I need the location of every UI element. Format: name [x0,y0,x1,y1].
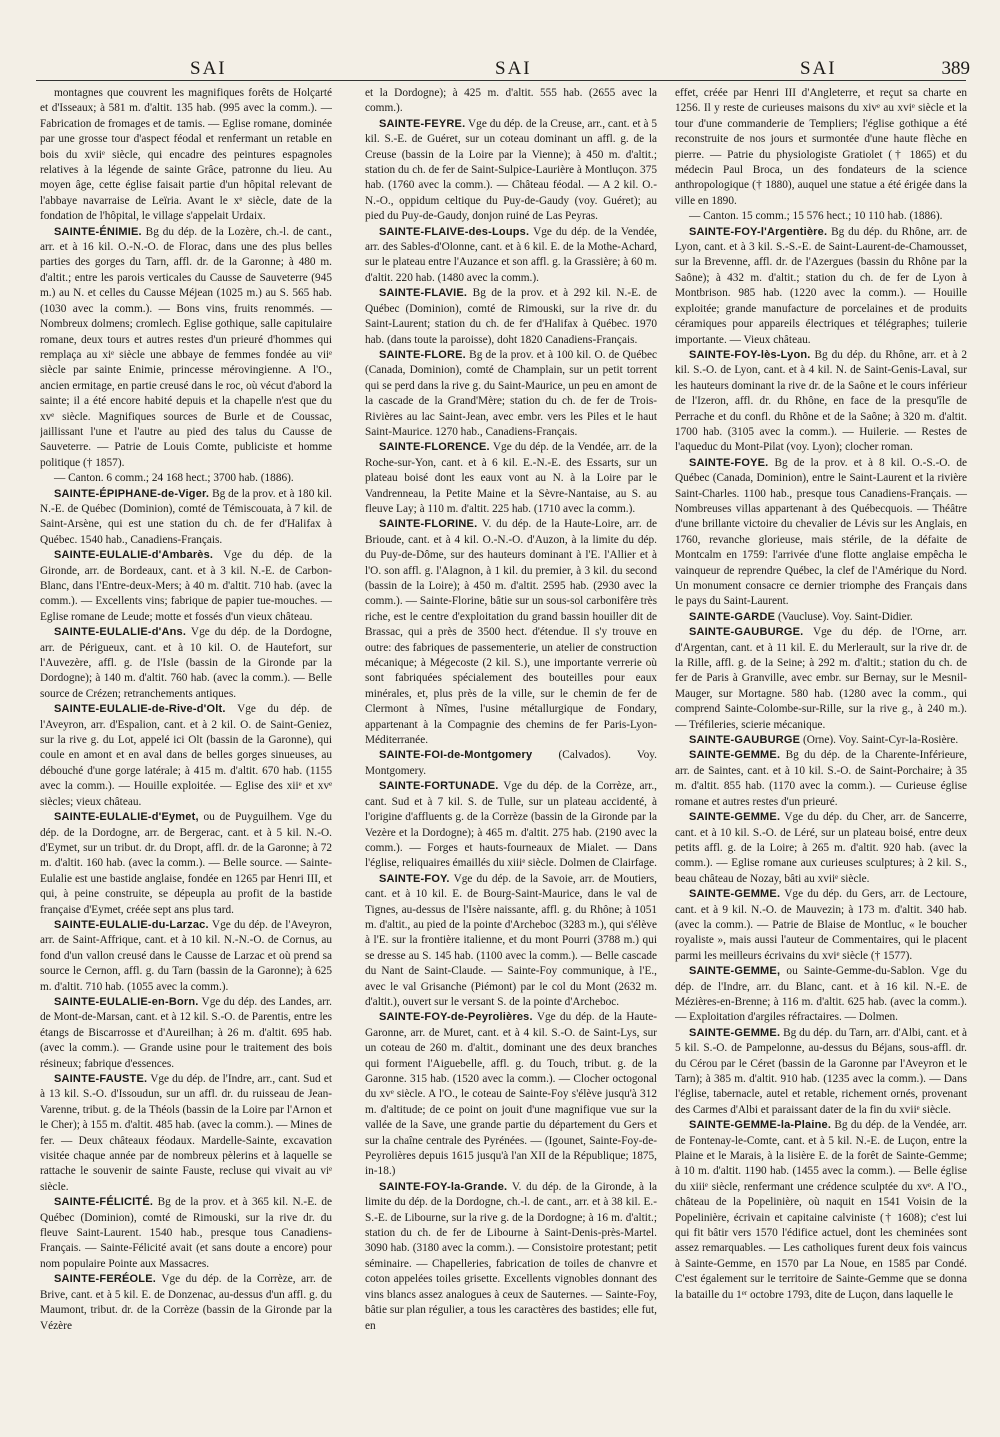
entry-body: Bg de la prov. et à 8 kil. O.-S.-O. de Québec (Canada, Dominion), entre le Saint-Laurent et la rivière Saint-Charles. 1100 hab., presque tous Canadiens-Français. — Nombreuses villas appartenant à des Québecquois. — Théâtre d'une brillante victoire du chevalier de Lévis sur les Anglais, en 1760, revanche glorieuse, mais stérile, de la défaite de Montcalm en 1759: l'arrivée d'une flotte anglaise empêcha le vainqueur de reprendre Québec, la clef de l'Amérique du Nord. Un monument consacre ce dernier triomphe des Français dans le pays du Saint-Laurent. [675,456,967,608]
dictionary-entry [675,610,967,625]
entry-body: Vge du dép. des Landes, arr. de Mont-de-Marsan, cant. et à 12 kil. S.-O. de Parentis, entre les étangs de Biscarrosse et d'Aureilhan; à 26 m. d'altit. 695 hab. (avec la comm.). — Grande usine pour le traitement des bois résineux; fabrique d'essences. [40,995,332,1070]
dictionary-entry [365,517,657,748]
entry-body: Bg de la prov. et à 292 kil. N.-E. de Québec (Dominion), comté de Rimouski, sur la rive dr. du Saint-Laurent; station du ch. de fer d'Halifax à Québec. 1970 hab. (dans toute la paroisse), doht 1820 Canadiens-Français. [365,287,657,346]
dictionary-entry [365,348,657,440]
dictionary-entry [40,1195,332,1272]
dictionary-entry [40,225,332,472]
dictionary-entry [675,964,967,1026]
header-rule [36,80,966,81]
dictionary-entry [40,1272,332,1334]
text-column-2 [365,86,657,1422]
entry-headword: SAINTE-EULALIE-d'Eymet, [54,811,199,824]
entry-body: Vge du dép. de l'Indre, arr., cant. Sud et à 13 kil. S.-O. d'Issoudun, sur un affl. dr. du ruisseau de Jean-Varenne, tribut. g. de la Théols (bassin de la Loire par l'Arnon et le Cher); à 155 m. d'altit. 485 hab. (avec la comm.). — Mines de fer. — Deux châteaux féodaux. Mardelle-Sainte, excavation visitée chaque année par de nombreux pèlerins et à laquelle se rattache le souvenir de sainte Fauste, recluse qui vivait au viᵉ siècle. [40,1073,332,1193]
entry-body: ou Sainte-Gemme-du-Sablon. Vge du dép. de l'Indre, arr. du Blanc, cant. et à 16 kil. N.-E. de Mézières-en-Brenne; à 116 m. d'altit. 625 hab. (avec la comm.). — Exploitation d'argiles réfractaires. — Dolmen. [675,965,967,1024]
dictionary-entry [675,209,967,224]
dictionary-entry [365,86,657,117]
entry-body: (Calvados). Voy. Montgomery. [365,749,657,777]
dictionary-entry [675,625,967,733]
dictionary-entry [40,487,332,549]
dictionary-entry [675,1026,967,1118]
entry-body: Bg du dép. de la Vendée, arr. de Fontenay-le-Comte, cant. et à 5 kil. N.-E. de Luçon, entre la Plaine et le Marais, à la lisière E. de la forêt de Sainte-Gemme; à 10 m. d'altit. 1190 hab. (1455 avec la comm.). — Belle église du xiiiᵉ siècle, renfermant une crédence sculptée du xvᵉ. A l'O., château de la Popelinière, où naquit en 1541 Voisin de la Popelinière, écrivain et capitaine calviniste († 1608); c'est lui qui fit bâtir vers 1570 l'édifice actuel, dont les cheminées sont assez remarquables. — Les catholiques furent deux fois vaincus à Sainte-Gemme, en 1570 par La Noue, en 1585 par Condé. C'est également sur le territoire de Sainte-Gemme que se donna la bataille du 1ᵉʳ octobre 1793, dite de Luçon, dans laquelle le [675,1119,967,1301]
entry-body: ou de Puyguilhem. Vge du dép. de la Dordogne, arr. de Bergerac, cant. et à 5 kil. N.-O. d'Eymet, sur un tribut. dr. du Dropt, affl. dr. de la Garonne; à 72 m. d'altit. 160 hab. (avec la comm.). — Belle source. — Sainte-Eulalie est une bastide anglaise, fondée en 1265 par Henri III, et qui, à peine construite, se dépeupla au profit de la bastide française d'Eymet, créée sept ans plus tard. [40,811,332,916]
entry-headword: SAINTE-FERÉOLE. [54,1273,157,1286]
entry-body: Vge du dép. de la Dordogne, arr. de Périgueux, cant. et à 10 kil. O. de Hautefort, sur l'Auvezère, affl. g. de l'Isle (bassin de la Gironde par la Dordogne); à 140 m. d'altit. 760 hab. (avec la comm.). — Belle source de Crézen; retranchements antiques. [40,626,332,700]
dictionary-entry [40,995,332,1072]
dictionary-entry [675,733,967,748]
entry-headword: SAINTE-EULALIE-en-Born. [54,995,199,1008]
text-column-1 [40,86,332,1422]
entry-body: Vge du dép. de la Vendée, arr. des Sables-d'Olonne, cant. et à 6 kil. E. de la Mothe-Achard, sur le plateau entre l'Auzance et son affl. g. la Grassière; à 60 m. d'altit. 220 hab. (1480 avec la comm.). [365,225,657,284]
entry-headword: SAINTE-GARDE [689,610,776,623]
entry-headword: SAINTE-FOYE. [689,456,769,469]
entry-headword: SAINTE-EULALIE-d'Ambarès. [54,549,214,562]
dictionary-entry [365,779,657,871]
entry-headword: SAINTE-FOY-de-Peyrolières. [379,1011,533,1024]
entry-headword: SAINTE-ÉPIPHANE-de-Viger. [54,487,210,500]
entry-headword: SAINTE-GAUBURGE [689,734,801,747]
dictionary-entry [365,225,657,287]
text-column-3 [675,86,967,1422]
dictionary-entry [40,702,332,810]
entry-headword: SAINTE-EULALIE-du-Larzac. [54,918,209,931]
entry-headword: SAINTE-FLAIVE-des-Loups. [379,225,530,238]
entry-headword: SAINTE-FOY-lès-Lyon. [689,348,811,361]
entry-body: Vge du dép. de la Haute-Garonne, arr. de Muret, cant. et à 4 kil. S.-O. de Saint-Lys, sur un coteau de 260 m. d'altit., dominant une des deux branches qui forment l'Aiguebelle, affl. g. du Touch, tribut. g. de la Garonne. 315 hab. (1520 avec la comm.). — Clocher octogonal du xvᵉ siècle. A l'O., le coteau de Sainte-Foy s'élève jusqu'à 312 m. d'altitude; de ce point on jouit d'une magnifique vue sur la vallée de la Save, une grande partie du département du Gers et sur la chaîne centrale des Pyrénées. — (Igounet, Sainte-Foy-de-Peyrolières depuis 1615 jusqu'à l'an XII de la République; 1875, in-18.) [365,1011,657,1178]
entry-body: Vge du dép. de la Vendée, arr. de la Roche-sur-Yon, cant. et à 6 kil. E.-N.-E. des Essarts, sur un plateau boisé dont les eaux vont au N. à la Loire par le Vandrenneau, la Petite Maine et la Sèvre-Nantaise, au S. au fleuve Lay; à 110 m. d'altit. 225 hab. (1710 avec la comm.). [365,441,657,515]
dictionary-entry [40,471,332,486]
entry-headword: SAINTE-GEMME, [689,965,781,978]
entry-headword: SAINTE-FOY-la-Grande. [379,1180,508,1193]
entry-body: — Canton. 15 comm.; 15 576 hect.; 10 110 hab. (1886). [689,210,943,223]
entry-body: (Orne). Voy. Saint-Cyr-la-Rosière. [803,734,959,747]
dictionary-entry [365,1010,657,1179]
entry-headword: SAINTE-FOY-l'Argentière. [689,225,828,238]
entry-headword: SAINTE-GEMME. [689,811,781,824]
entry-body: et la Dordogne); à 425 m. d'altit. 555 hab. (2655 avec la comm.). [365,87,657,115]
dictionary-entry [40,810,332,918]
entry-body: V. du dép. de la Gironde, à la limite du dép. de la Dordogne, ch.-l. de cant., arr. et à 38 kil. E.-S.-E. de Libourne, sur la rive g. de la Dordogne; à 16 m. d'altit.; station du ch. de fer de Libourne à Saint-Denis-près-Martel. 3090 hab. (3180 avec la comm.). — Consistoire protestant; petit séminaire. — Chapelleries, fabrication de toiles de chanvre et coton appelées toiles grisette. Excellents vignobles donnant des vins blancs assez analogues à ceux de Sauternes. — Sainte-Foy, bâtie sur plan régulier, a tous les caractères des bastides; elle fut, en [365,1180,657,1332]
dictionary-entry [365,286,657,348]
dictionary-entry [675,86,967,209]
dictionary-entry [365,1180,657,1334]
entry-headword: SAINTE-FAUSTE. [54,1073,148,1085]
entry-body: Vge du dép. de l'Orne, arr. d'Argentan, cant. et à 11 kil. E. du Merlerault, sur la rive dr. de la Rille, affl. g. de la Seine; à 292 m. d'altit.; station du ch. de fer de Paris à Granville, avec embr. sur Bernay, sur le Mesnil-Mauger, sur Mortagne. 580 hab. (1280 avec la comm., qui comprend Sainte-Colombe-sur-Rille, sur la rive g., à 240 m.). — Tréfileries, scierie mécanique. [675,626,967,731]
entry-headword: SAINTE-EULALIE-d'Ans. [54,626,187,639]
entry-headword: SAINTE-GEMME. [689,1026,781,1039]
entry-headword: SAINTE-FÉLICITÉ. [54,1196,154,1209]
entry-body: Vge du dép. de l'Aveyron, arr. de Saint-Affrique, cant. et à 10 kil. N.-N.-O. de Cornus, au fond d'un vallon creusé dans le Causse de Larzac et où prend sa source le Cernon, affl. g. du Tarn (bassin de la Garonne); à 625 m. d'altit. 710 hab. (1055 avec la comm.). [40,918,332,993]
dictionary-entry [40,86,332,225]
entry-headword: SAINTE-FOI-de-Montgomery [379,749,533,762]
dictionary-entry [40,1072,332,1195]
entry-body: Bg du dép. du Tarn, arr. d'Albi, cant. et à 5 kil. S.-O. de Pampelonne, au-dessus du Béjans, sous-affl. dr. du Cérou par le Céret (bassin de la Garonne par l'Aveyron et le Tarn); à 385 m. d'altit. 910 hab. (1235 avec la comm.). — Dans l'église, tabernacle, autel et retable, richement ornés, provenant des Carmes d'Albi et paraissant dater de la fin du xviiᵉ siècle. [675,1026,967,1116]
dictionary-entry [675,225,967,348]
entry-headword: SAINTE-FLORENCE. [379,441,490,454]
entry-body: Bg de la prov. et à 180 kil. N.-E. de Québec (Dominion), comté de Témiscouata, à 7 kil. de Saint-Arsène, qui est une station du ch. de fer d'Halifax à Québec. 1540 hab., Canadiens-Français. [40,487,332,546]
entry-body: Vge du dép. de l'Aveyron, arr. d'Espalion, cant. et à 2 kil. O. de Saint-Geniez, sur la rive g. du Lot, appelé ici Olt (bassin de la Garonne), qui coule en amont et en aval dans de belles gorges sinueuses, au débouché d'une gorge latérale; à 415 m. d'altit. 670 hab. (1155 avec la comm.). — Houille exploitée. — Eglise des xiiᵉ et xvᵉ siècles; vieux château. [40,703,332,808]
entry-headword: SAINTE-FLORINE. [379,518,478,531]
entry-headword: SAINTE-FOY. [379,872,450,885]
entry-body: Vge du dép. de la Creuse, arr., cant. et à 5 kil. S.-E. de Guéret, sur un coteau dominant un affl. g. de la Creuse (bassin de la Loire par la Vienne); à 450 m. d'altit.; station du ch. de fer de Saint-Sulpice-Laurière à Montluçon. 375 hab. (1760 avec la comm.). — Château féodal. — A 2 kil. O.-N.-O., oppidum celtique du Puy-de-Gaudy (voy. Guéret); au pied du Puy-de-Gaudy, donjon ruiné de Las Peyras. [365,117,657,223]
entry-body: Bg du dép. de la Lozère, ch.-l. de cant., arr. et à 16 kil. O.-N.-O. de Florac, dans une des plus belles parties des gorges du Tarn, affl. dr. de la Garonne; à 480 m. d'altit.; entre les parois verticales du Causse de Sauveterre (945 m.) au N. et celles du Causse Méjean (1025 m.) au S. 565 hab. (1030 avec la comm.). — Bons vins, fruits renommés. — Nombreux dolmens; cromlech. Eglise gothique, salle capitulaire romane, deux tours et autres restes d'un prieuré d'hommes qui remplaça au xiᵉ siècle une abbaye de femmes fondée au viiᵉ siècle par sainte Enimie, princesse mérovingienne. A l'O., ancien ermitage, en partie creusé dans le roc, où vécut d'abord la sainte; il a été encore habité depuis et la chapelle n'est que du xvᵉ siècle. Magnifiques sources de Burle et de Coussac, jaillissant l'une et l'autre au pied des talus du Causse de Sauveterre. — Patrie de Louis Comte, publiciste et homme politique († 1857). [40,225,332,469]
dictionary-entry [675,810,967,887]
dictionary-entry [40,548,332,625]
page-number: 389 [941,58,970,79]
entry-body: V. du dép. de la Haute-Loire, arr. de Brioude, cant. et à 4 kil. O.-N.-O. d'Auzon, à la limite du dép. du Puy-de-Dôme, sur des hauteurs dominant à l'E. l'Allier et à l'O. son affl. g. l'Alagnon, à 1 kil. du premier, à 3 kil. du second (bassin de la Loire); à 450 m. d'altit. 2595 hab. (2930 avec la comm.). — Sainte-Florine, bâtie sur un sous-sol carbonifère très riche, est le centre d'exploitation du grand bassin houiller dit de Brassac, qui a près de 3500 hect. d'étendue. Il s'y trouve en outre: des fabriques de passementerie, un atelier de construction mécanique; à Mégecoste (2 kil. S.), une importante verrerie où sont fabriquées spécialement des bouteilles pour eaux minérales, et, plus près de la ville, sur le chemin de fer de Clermont à Nîmes, l'usine métallurgique de Fondary, appartenant à la Compagnie des chemins de fer Paris-Lyon-Méditerranée. [365,518,657,747]
dictionary-entry [365,872,657,1011]
dictionary-entry [675,348,967,456]
entry-body: Bg du dép. du Rhône, arr. et à 2 kil. S.-O. de Lyon, cant. et à 4 kil. N. de Saint-Genis-Laval, sur les hauteurs dominant la rive dr. de la Saône et le cours inférieur de l'Izeron, affl. dr. du Rhône, en face de la presqu'île de Perrache et du confl. du Rhône et de la Saône; à 320 m. d'altit. 1700 hab. (3105 avec la comm.). — Huilerie. — Restes de l'aqueduc du Mont-Pilat (voy. Lyon); clocher roman. [675,348,967,454]
entry-headword: SAINTE-FLORE. [379,348,466,361]
entry-headword: SAINTE-GEMME. [689,888,781,901]
dictionary-entry [365,440,657,517]
entry-body: montagnes que couvrent les magnifiques forêts de Holçarté et d'Isseaux; à 581 m. d'altit. 135 hab. (995 avec la comm.). — Fabrication de fromages et de tamis. — Eglise romane, dominée par une grosse tour d'aspect féodal et renfermant un retable en bois du xviiᵉ siècle, qui encadre des peintures espagnoles relatives à la légende de sainte Grâce, patronne du lieu. Au moyen âge, cette église faisait partie d'un hôpital relevant de l'abbaye navarraise de Leïria. Avant le xᵉ siècle, date de la fondation de l'hôpital, le village s'appelait Urdaix. [40,87,332,223]
entry-headword: SAINTE-FLAVIE. [379,287,468,300]
entry-headword: SAINTE-GAUBURGE. [689,626,804,639]
entry-body: Vge du dép. du Gers, arr. de Lectoure, cant. et à 9 kil. N.-O. de Mauvezin; à 173 m. d'altit. 340 hab. (avec la comm.). — Patrie de Blaise de Montluc, « le boucher royaliste », mais aussi l'auteur de Commentaires, qui le placent parmi les meilleurs écrivains du xviᵉ siècle († 1577). [675,888,967,962]
entry-body: — Canton. 6 comm.; 24 168 hect.; 3700 hab. (1886). [54,472,294,485]
dictionary-entry [365,117,657,225]
entry-body: Bg de la prov. et à 365 kil. N.-E. de Québec (Dominion), comté de Rimouski, sur la rive dr. du fleuve Saint-Laurent. 1540 hab., presque tous Canadiens-Français. — Sainte-Félicité avait (et sans doute a encore) pour nom populaire Pointe aux Massacres. [40,1196,332,1270]
entry-body: Bg du dép. du Rhône, arr. de Lyon, cant. et à 3 kil. S.-S.-E. de Saint-Laurent-de-Chamousset, sur la Brevenne, affl. dr. de l'Azergues (bassin du Rhône par la Saône); à 432 m. d'altit.; station du ch. de fer de Lyon à Montbrison. 985 hab. (1220 avec la comm.). — Houille exploitée; grande manufacture de porcelaines et de produits céramiques pour appareils électriques et télégraphes; tuilerie importante. — Vieux château. [675,225,967,346]
entry-body: Bg de la prov. et à 100 kil. O. de Québec (Canada, Dominion), comté de Champlain, sur un petit torrent qui se perd dans la rive g. du Saint-Maurice, un peu en amont de la cascade de la Grand'Mère; station du ch. de fer de Trois-Rivières au lac Saint-Jean, avec embr. vers les Piles et le haut Saint-Maurice. 1270 hab., Canadiens-Français. [365,348,657,438]
entry-body: Vge du dép. de la Corrèze, arr., cant. Sud et à 7 kil. S. de Tulle, sur un plateau accidenté, à l'origine d'affluents g. de la Corrèze (bassin de la Gironde par la Vezère et la Dordogne); à 465 m. d'altit. 275 hab. (2190 avec la comm.). — Forges et hauts-fourneaux de Mialet. — Dans l'église, reliquaires émaillés du xiiiᵉ siècle. Dolmen de Clairfage. [365,780,657,870]
dictionary-entry [365,748,657,779]
entry-body: Vge du dép. du Cher, arr. de Sancerre, cant. et à 10 kil. S.-O. de Léré, sur un plateau boisé, entre deux petits affl. g. de la Loire; à 265 m. d'altit. 920 hab. (avec la comm.). — Eglise romane aux curieuses sculptures; à 2 kil. S., beau château de Nozay, bâti au xviiᵉ siècle. [675,811,967,885]
entry-body: Vge du dép. de la Gironde, arr. de Bordeaux, cant. et à 3 kil. N.-E. de Carbon-Blanc, dans l'Entre-deux-Mers; à 40 m. d'altit. 710 hab. (avec la comm.). — Excellents vins; fabrique de papier tue-mouches. — Eglise romane de Leude; motte et fossés d'un vieux château. [40,549,332,623]
entry-headword: SAINTE-FEYRE. [379,117,466,130]
running-head-center: SAI [495,58,532,79]
dictionary-entry [675,456,967,610]
dictionary-entry [675,1118,967,1303]
entry-headword: SAINTE-GEMME. [689,749,781,762]
dictionary-entry [675,748,967,810]
running-head-right: SAI [800,58,837,79]
dictionary-entry [40,625,332,702]
entry-headword: SAINTE-EULALIE-de-Rive-d'Olt. [54,703,226,716]
entry-body: (Vaucluse). Voy. Saint-Didier. [777,610,913,623]
entry-headword: SAINTE-GEMME-la-Plaine. [689,1119,832,1132]
entry-body: Bg du dép. de la Charente-Inférieure, arr. de Saintes, cant. et à 10 kil. S.-O. de Saint-Porchaire; à 35 m. d'altit. 855 hab. (1170 avec la comm.). — Curieuse église romane et autres restes d'un prieuré. [675,749,967,808]
running-head-left: SAI [190,58,227,79]
dictionary-entry [675,887,967,964]
entry-body: Vge du dép. de la Corrèze, arr. de Brive, cant. et à 5 kil. E. de Donzenac, au-dessus d'un affl. g. du Maumont, tribut. dr. de la Corrèze (bassin de la Gironde par la Vézère [40,1273,332,1332]
dictionary-entry [40,918,332,995]
entry-headword: SAINTE-FORTUNADE. [379,780,499,793]
entry-headword: SAINTE-ÉNIMIE. [54,225,142,238]
entry-body: effet, créée par Henri III d'Angleterre, et reçut sa charte en 1256. Il y reste de curieuses maisons du xivᵉ au xviᵉ siècle et la tour d'une commanderie de Templiers; l'église gothique a été reconstruite de nos jours et surmontée d'une haute flèche en pierre. — Patrie du physiologiste Gratiolet († 1865) et du médecin Paul Broca, un des fondateurs de la science anthropologique († 1880), auquel une statue a été érigée dans la ville en 1890. [675,87,967,207]
entry-body: Vge du dép. de la Savoie, arr. de Moutiers, cant. et à 10 kil. E. de Bourg-Saint-Maurice, dans le val de Tignes, au-dessus de l'Isère naissante, affl. g. du Rhône; à 1051 m. d'altit., au pied de la pointe d'Archeboc (3283 m.), qui s'élève à l'E. sur la frontière italienne, et du mont Pourri (3788 m.) qui se dresse au S. 145 hab. (1100 avec la comm.). — Belle cascade du Nant de Saint-Claude. — Sainte-Foy communique, à l'E., avec le val Grisanche (Piémont) par le col du Mont (2632 m. d'altit.), ouvert sur le versant S. de la pointe d'Archeboc. [365,872,657,1008]
